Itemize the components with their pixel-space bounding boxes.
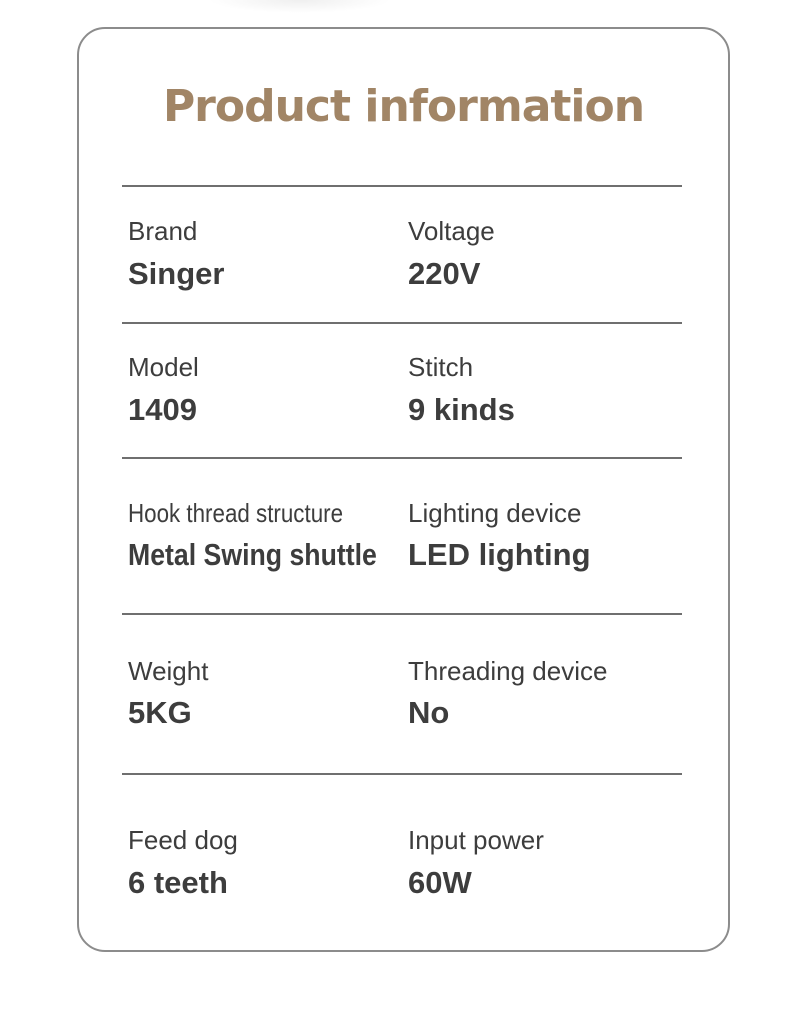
spec-label: Feed dog	[128, 825, 238, 856]
spec-cell-weight	[128, 655, 408, 733]
spec-value: 60W	[408, 864, 472, 900]
spec-row-feeddog-power	[122, 773, 682, 952]
spec-row-brand-voltage	[122, 185, 682, 322]
spec-label: Input power	[408, 825, 544, 856]
spec-cell-voltage	[408, 215, 682, 293]
spec-row-weight-threading	[122, 613, 682, 773]
spec-row-hook-lighting	[122, 457, 682, 613]
spec-cell-threading-device	[408, 655, 682, 733]
page-title: Product information	[162, 81, 645, 132]
spec-row-model-stitch	[122, 322, 682, 457]
spec-cell-input-power	[408, 824, 682, 902]
spec-cell-model	[128, 351, 408, 429]
spec-label: Voltage	[408, 216, 495, 247]
spec-label: Lighting device	[408, 497, 582, 528]
spec-table	[122, 185, 682, 952]
spec-label: Model	[128, 352, 199, 383]
spec-value: 220V	[408, 255, 481, 291]
spec-value: 9 kinds	[408, 391, 515, 427]
spec-label: Weight	[128, 655, 209, 686]
spec-label: Stitch	[408, 352, 474, 383]
spec-value: LED lighting	[408, 537, 591, 573]
spec-cell-feed-dog	[128, 824, 408, 902]
spec-cell-stitch	[408, 351, 682, 429]
spec-value: Singer	[128, 255, 225, 291]
spec-value: 6 teeth	[128, 864, 228, 900]
spec-label: Brand	[128, 216, 198, 247]
spec-value: No	[408, 695, 450, 731]
spec-value: 5KG	[128, 695, 192, 731]
spec-cell-brand	[128, 215, 408, 293]
spec-value: 1409	[128, 391, 197, 427]
spec-cell-lighting-device	[408, 497, 682, 575]
page-top-gradient	[175, 0, 425, 18]
product-info-card	[77, 27, 730, 952]
spec-label: Threading device	[408, 655, 608, 686]
spec-label: Hook thread structure	[128, 497, 344, 528]
spec-cell-hook-thread-structure	[128, 497, 408, 575]
spec-value: Metal Swing shuttle	[128, 537, 377, 573]
